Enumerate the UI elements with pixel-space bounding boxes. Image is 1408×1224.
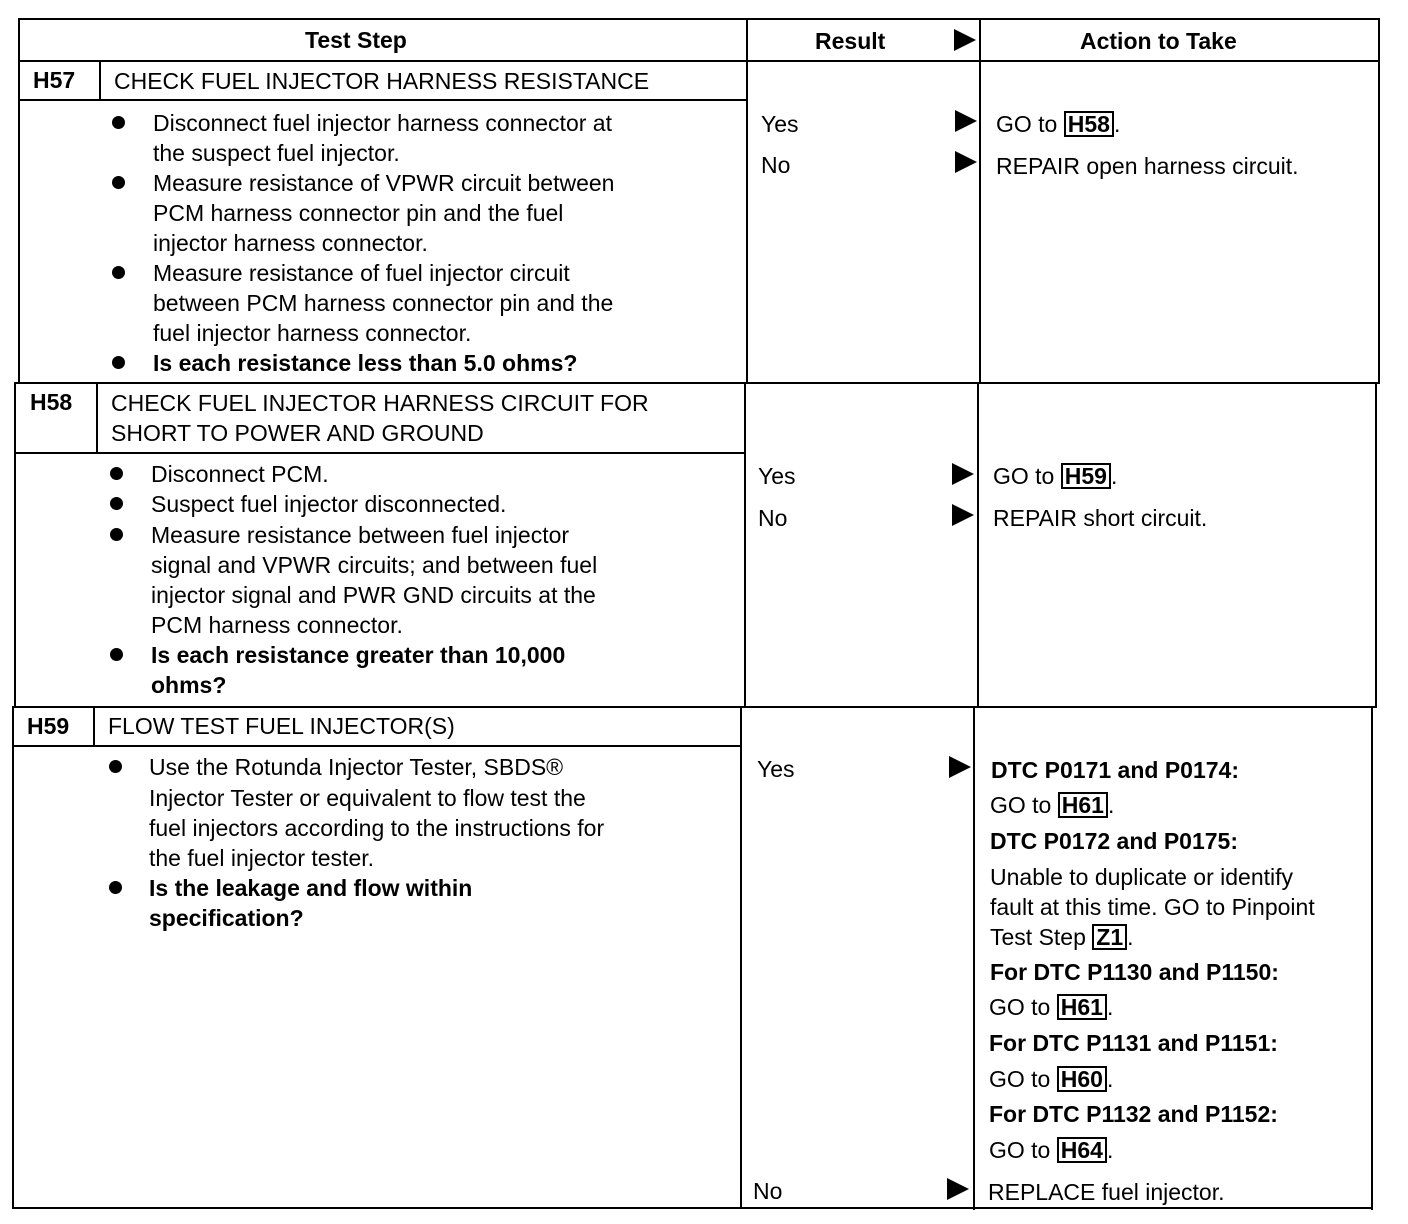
step-question: Is each resistance greater than 10,000 xyxy=(151,642,566,668)
result-no: No xyxy=(758,505,788,531)
step-title-h57: CHECK FUEL INJECTOR HARNESS RESISTANCE xyxy=(114,68,650,94)
step-line: Measure resistance of VPWR circuit between xyxy=(153,170,615,196)
step-ref-h64[interactable]: H64 xyxy=(1057,1137,1107,1163)
step-line: the fuel injector tester. xyxy=(149,845,375,871)
header-arrow-icon xyxy=(954,29,976,51)
result-arrow-icon xyxy=(952,463,974,485)
dtc-heading: For DTC P1131 and P1151: xyxy=(989,1030,1278,1056)
step-ref-h59[interactable]: H59 xyxy=(1061,463,1111,489)
step-id-h59: H59 xyxy=(27,713,70,739)
step-line: fuel injector harness connector. xyxy=(153,320,472,346)
action-text: REPLACE fuel injector. xyxy=(988,1179,1225,1205)
step-title-h59: FLOW TEST FUEL INJECTOR(S) xyxy=(108,713,455,739)
bullet-icon xyxy=(112,356,125,369)
result-yes: Yes xyxy=(758,463,796,489)
bullet-icon xyxy=(110,467,123,480)
dtc-heading: For DTC P1130 and P1150: xyxy=(990,959,1279,985)
step-line: Measure resistance between fuel injector xyxy=(151,522,570,548)
action-goto: Test Step Z1 . xyxy=(990,924,1134,950)
result-no: No xyxy=(753,1178,783,1204)
bullet-icon xyxy=(110,497,123,510)
step-question: Is the leakage and flow within xyxy=(149,875,473,901)
step-line: Disconnect PCM. xyxy=(151,461,329,487)
result-arrow-icon xyxy=(955,110,977,132)
action-text: REPAIR short circuit. xyxy=(993,505,1208,531)
step-title-h58: CHECK FUEL INJECTOR HARNESS CIRCUIT FOR xyxy=(111,390,649,416)
dtc-heading: DTC P0171 and P0174: xyxy=(991,757,1240,783)
step-line: fuel injectors according to the instructions for xyxy=(149,815,605,841)
bullet-icon xyxy=(112,266,125,279)
step-line: injector signal and PWR GND circuits at the xyxy=(151,582,596,608)
step-id-h58: H58 xyxy=(30,389,73,415)
action-text: Unable to duplicate or identify xyxy=(990,864,1294,890)
step-ref-h61[interactable]: H61 xyxy=(1058,792,1108,818)
step-line: the suspect fuel injector. xyxy=(153,140,400,166)
step-ref-z1[interactable]: Z1 xyxy=(1092,924,1127,950)
bullet-icon xyxy=(110,528,123,541)
step-line: PCM harness connector. xyxy=(151,612,403,638)
result-yes: Yes xyxy=(761,111,799,137)
result-arrow-icon xyxy=(952,504,974,526)
action-goto: GO to H60 . xyxy=(989,1066,1114,1092)
step-title-h58: SHORT TO POWER AND GROUND xyxy=(111,420,484,446)
step-question: specification? xyxy=(149,905,304,931)
bullet-icon xyxy=(109,760,122,773)
action-goto: GO to H58 . xyxy=(996,111,1121,137)
step-line: Use the Rotunda Injector Tester, SBDS® xyxy=(149,754,564,780)
action-text: fault at this time. GO to Pinpoint xyxy=(990,894,1315,920)
result-yes: Yes xyxy=(757,756,795,782)
dtc-heading: DTC P0172 and P0175: xyxy=(990,828,1239,854)
result-arrow-icon xyxy=(955,151,977,173)
step-line: between PCM harness connector pin and the xyxy=(153,290,614,316)
step-line: signal and VPWR circuits; and between fuel xyxy=(151,552,598,578)
bullet-icon xyxy=(109,881,122,894)
result-no: No xyxy=(761,152,791,178)
step-line: injector harness connector. xyxy=(153,230,428,256)
dtc-heading: For DTC P1132 and P1152: xyxy=(989,1101,1278,1127)
step-line: Disconnect fuel injector harness connector at xyxy=(153,110,612,136)
header-action: Action to Take xyxy=(1080,28,1237,54)
header-result: Result xyxy=(815,28,886,54)
action-goto: GO to H59 . xyxy=(993,463,1118,489)
action-goto: GO to H61 . xyxy=(989,994,1114,1020)
step-ref-h61[interactable]: H61 xyxy=(1057,994,1107,1020)
bullet-icon xyxy=(112,116,125,129)
step-ref-h58[interactable]: H58 xyxy=(1064,111,1114,137)
action-text: REPAIR open harness circuit. xyxy=(996,153,1299,179)
result-arrow-icon xyxy=(947,1178,969,1200)
action-goto: GO to H61 . xyxy=(990,792,1115,818)
step-ref-h60[interactable]: H60 xyxy=(1057,1066,1107,1092)
action-goto: GO to H64 . xyxy=(989,1137,1114,1163)
step-question: Is each resistance less than 5.0 ohms? xyxy=(153,350,578,376)
step-id-h57: H57 xyxy=(33,67,76,93)
step-line: PCM harness connector pin and the fuel xyxy=(153,200,564,226)
result-arrow-icon xyxy=(949,756,971,778)
step-line: Injector Tester or equivalent to flow test the xyxy=(149,785,586,811)
step-line: Measure resistance of fuel injector circuit xyxy=(153,260,570,286)
bullet-icon xyxy=(112,176,125,189)
header-test-step: Test Step xyxy=(305,27,407,53)
step-line: Suspect fuel injector disconnected. xyxy=(151,491,507,517)
bullet-icon xyxy=(110,648,123,661)
step-question: ohms? xyxy=(151,672,227,698)
